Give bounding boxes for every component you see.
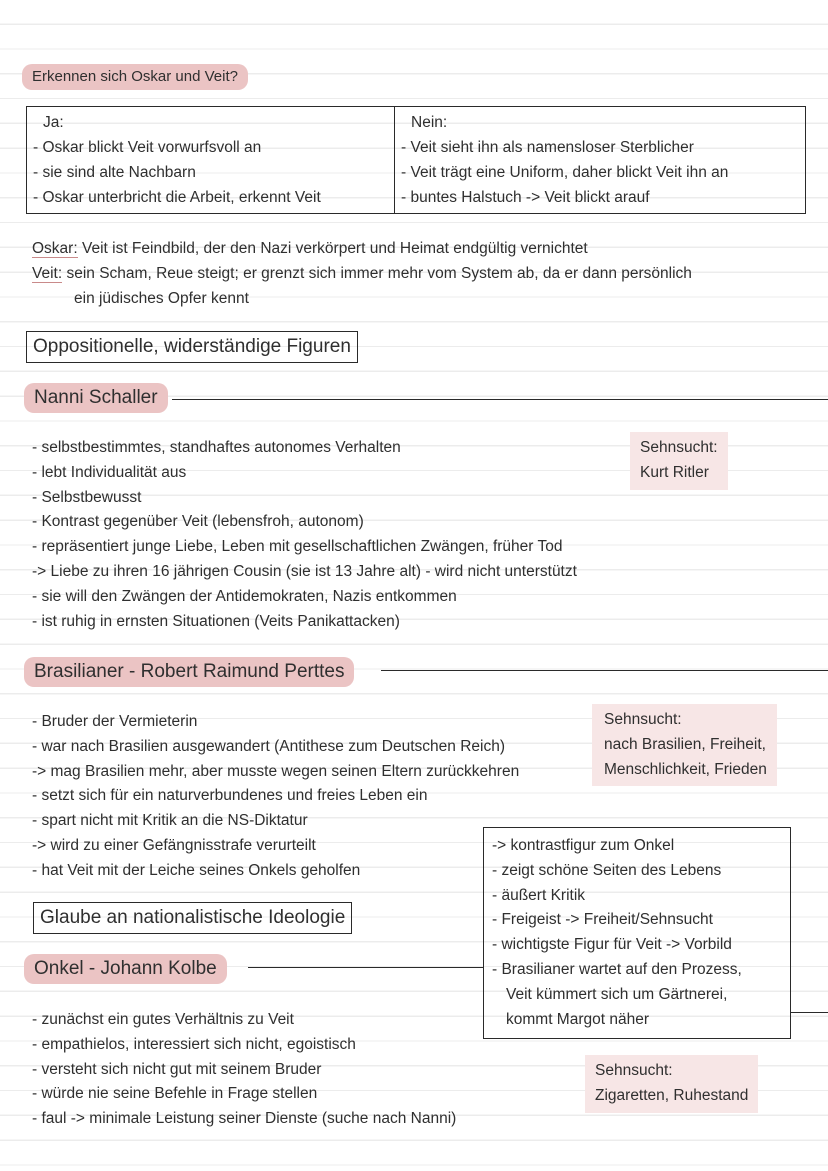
list-item: -> Liebe zu ihren 16 jährigen Cousin (sie ist 13 Jahre alt) - wird nicht unterstützt — [32, 562, 577, 580]
veit-perspective — [32, 263, 692, 285]
list-item: -> mag Brasilien mehr, aber musste wegen seinen Eltern zurückkehren — [32, 762, 520, 780]
brasilianer-heading-rule — [381, 670, 828, 671]
list-item: - Bruder der Vermieterin — [32, 713, 198, 730]
yes-item: - sie sind alte Nachbarn — [33, 164, 196, 181]
veit-text-continued: ein jüdisches Opfer kennt — [74, 290, 249, 307]
list-item: - Selbstbewusst — [32, 488, 142, 506]
box-item: - Brasilianer wartet auf den Prozess, — [492, 960, 742, 978]
no-item: - buntes Halstuch -> Veit blickt arauf — [401, 189, 650, 206]
no-header: Nein: — [411, 114, 448, 131]
box-item: - zeigt schöne Seiten des Lebens — [492, 861, 722, 879]
longing-value: nach Brasilien, Freiheit, — [604, 735, 766, 753]
longing-value: Menschlichkeit, Frieden — [604, 760, 767, 778]
list-item: - repräsentiert junge Liebe, Leben mit gesellschaftlichen Zwängen, früher Tod — [32, 538, 563, 556]
oskar-text: Veit ist Feindbild, der den Nazi verkörpert und Heimat endgültig vernichtet — [77, 240, 588, 257]
box-connector-rule — [791, 1012, 828, 1013]
list-item: - hat Veit mit der Leiche seines Onkels geholfen — [32, 861, 361, 879]
no-item: - Veit trägt eine Uniform, daher blickt Veit ihn an — [401, 164, 729, 181]
onkel-heading: Onkel - Johann Kolbe — [24, 954, 227, 984]
veit-label: Veit: — [32, 265, 63, 282]
yes-item: - Oskar blickt Veit vorwurfsvoll an — [33, 139, 262, 156]
onkel-points — [32, 1008, 456, 1132]
list-item: - empathielos, interessiert sich nicht, egoistisch — [32, 1035, 356, 1053]
list-item: - Kontrast gegenüber Veit (lebensfroh, autonom) — [32, 513, 364, 531]
recognition-table — [26, 106, 806, 214]
veit-text: sein Scham, Reue steigt; er grenzt sich immer mehr vom System ab, da er dann persönlich — [62, 265, 692, 282]
nanni-heading-rule — [172, 399, 828, 400]
longing-label: Sehnsucht: — [604, 711, 682, 728]
brasilianer-longing — [592, 704, 777, 786]
list-item: - war nach Brasilien ausgewandert (Antithese zum Deutschen Reich) — [32, 737, 505, 755]
page-title: Erkennen sich Oskar und Veit? — [22, 64, 248, 90]
nanni-heading: Nanni Schaller — [24, 383, 168, 413]
oskar-perspective — [32, 238, 588, 260]
box-item: - wichtigste Figur für Veit -> Vorbild — [492, 936, 732, 954]
no-column — [395, 107, 806, 214]
list-item: - versteht sich nicht gut mit seinem Bruder — [32, 1060, 322, 1078]
list-item: - sie will den Zwängen der Antidemokraten, Nazis entkommen — [32, 587, 457, 605]
onkel-heading-rule — [248, 967, 484, 968]
longing-value: Zigaretten, Ruhestand — [595, 1086, 749, 1104]
list-item: - ist ruhig in ernsten Situationen (Veits Panikattacken) — [32, 612, 400, 630]
list-item: -> wird zu einer Gefängnisstrafe verurteilt — [32, 836, 316, 854]
yes-column — [27, 107, 395, 214]
list-item: - setzt sich für ein naturverbundenes und freies Leben ein — [32, 787, 428, 805]
longing-label: Sehnsucht: — [595, 1062, 673, 1079]
brasilianer-heading: Brasilianer - Robert Raimund Perttes — [24, 657, 354, 687]
section-opposition: Oppositionelle, widerständige Figuren — [26, 331, 358, 363]
onkel-longing — [585, 1055, 758, 1113]
section-ideology: Glaube an nationalistische Ideologie — [33, 902, 352, 934]
longing-label: Sehnsucht: — [640, 439, 718, 456]
list-item: - faul -> minimale Leistung seiner Dienste (suche nach Nanni) — [32, 1110, 457, 1128]
list-item: - spart nicht mit Kritik an die NS-Diktatur — [32, 812, 308, 830]
box-item: - äußert Kritik — [492, 886, 586, 904]
box-item: Veit kümmert sich um Gärtnerei, — [506, 985, 728, 1003]
nanni-points — [32, 436, 577, 634]
box-item: - Freigeist -> Freiheit/Sehnsucht — [492, 911, 713, 929]
oskar-label: Oskar: — [32, 240, 78, 257]
brasilianer-summary-box — [483, 827, 791, 1039]
box-item: -> kontrastfigur zum Onkel — [492, 837, 675, 854]
longing-value: Kurt Ritler — [640, 463, 709, 481]
list-item: - würde nie seine Befehle in Frage stellen — [32, 1085, 318, 1103]
yes-header: Ja: — [43, 114, 64, 131]
box-item: kommt Margot näher — [506, 1010, 649, 1028]
nanni-longing — [630, 432, 728, 490]
list-item: - selbstbestimmtes, standhaftes autonomes Verhalten — [32, 439, 401, 456]
list-item: - zunächst ein gutes Verhältnis zu Veit — [32, 1011, 294, 1028]
brasilianer-points — [32, 710, 519, 884]
list-item: - lebt Individualität aus — [32, 463, 187, 481]
yes-item: - Oskar unterbricht die Arbeit, erkennt Veit — [33, 189, 321, 206]
no-item: - Veit sieht ihn als namensloser Sterblicher — [401, 139, 694, 156]
